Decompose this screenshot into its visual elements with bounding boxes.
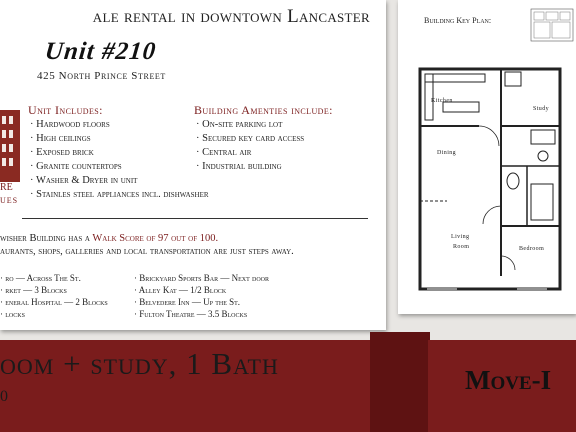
- key-plan-title: Building Key Plan:: [424, 16, 492, 25]
- room-label-living: Living: [451, 234, 470, 240]
- list-item: · Industrial building: [196, 160, 304, 174]
- list-item: · Brickyard Sports Bar — Next door: [134, 272, 269, 284]
- walk-score-line: [0, 233, 218, 244]
- unit-includes-list: [30, 118, 209, 202]
- banner-text: oom + study, 1 Bath: [0, 346, 279, 381]
- room-label-dining: Dining: [437, 150, 457, 156]
- list-item: · High ceilings: [30, 132, 209, 146]
- list-item: · Alley Kat — 1/2 Block: [134, 284, 269, 296]
- logo-subtext: UES: [0, 196, 19, 205]
- unit-title: Unit #210: [43, 38, 158, 65]
- list-item: · locks: [0, 308, 108, 320]
- room-label-room: Room: [453, 244, 470, 250]
- floor-plan-drawing: [417, 66, 563, 292]
- amenities-list: [196, 118, 304, 174]
- list-item: · eneral Hospital — 2 Blocks: [0, 296, 108, 308]
- walk-score: Walk Score of 97 out of 100.: [92, 233, 219, 244]
- list-item: · On-site parking lot: [196, 118, 304, 132]
- key-plan-thumbnail-icon: [530, 8, 574, 42]
- ribbon-fold: [370, 332, 430, 432]
- list-item: · rket — 3 Blocks: [0, 284, 108, 296]
- amenities-heading: Building Amenties include:: [194, 103, 333, 117]
- restaurants-line: aurants, shops, galleries and local transportation are just steps away.: [0, 246, 294, 257]
- move-in-text: Move-I: [465, 365, 552, 395]
- list-item: · Granite countertops: [30, 160, 209, 174]
- banner-subtext: 0: [0, 388, 8, 405]
- list-item: · Washer & Dryer in unit: [30, 174, 209, 188]
- list-item: · Fulton Theatre — 3.5 Blocks: [134, 308, 269, 320]
- list-item: · Belvedere Inn — Up the St.: [134, 296, 269, 308]
- nearby-list-left: [0, 272, 108, 320]
- logo-text: RE: [0, 182, 13, 193]
- list-item: · Exposed brick: [30, 146, 209, 160]
- list-item: · Hardwood floors: [30, 118, 209, 132]
- building-logo-icon: [0, 110, 22, 182]
- list-item: · Stainles steel appliances incl. dishwasher: [30, 188, 209, 202]
- list-item: · Secured key card access: [196, 132, 304, 146]
- room-label-bedroom: Bedroom: [519, 246, 545, 252]
- nearby-list-right: [134, 272, 269, 320]
- unit-includes-heading: Unit Includes:: [28, 103, 103, 117]
- walk-score-prefix: wisher Building has a: [0, 233, 90, 244]
- list-item: · ro — Across The St.: [0, 272, 108, 284]
- room-label-study: Study: [533, 106, 550, 112]
- headline: ale rental in downtown Lancaster: [92, 6, 370, 27]
- list-item: · Central air: [196, 146, 304, 160]
- divider: [22, 218, 368, 219]
- address: 425 North Prince Street: [37, 70, 166, 82]
- room-label-kitchen: Kitchen: [431, 98, 453, 104]
